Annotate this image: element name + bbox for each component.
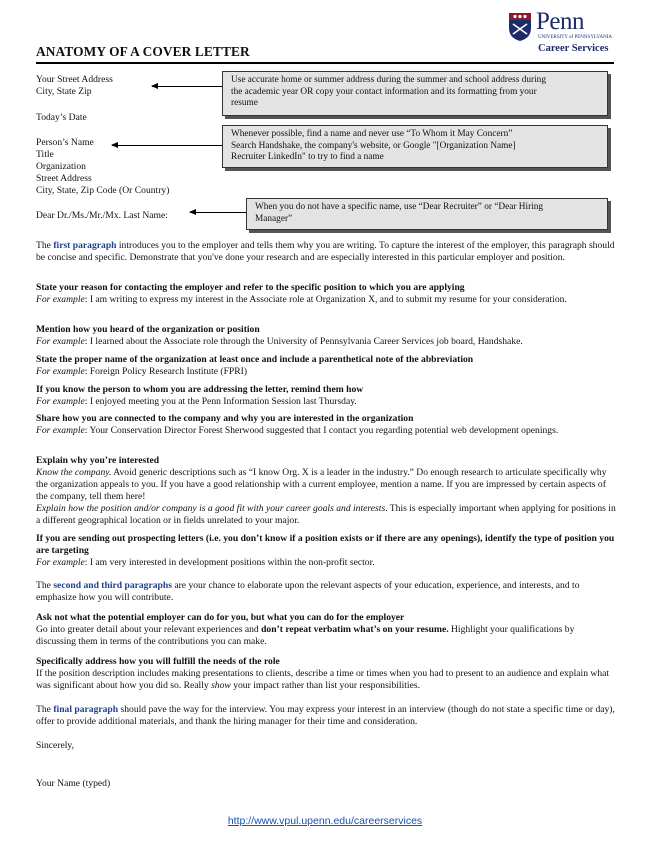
know-company-label: Know the company. [36,467,112,479]
text-lead: The [36,580,54,591]
note-line: the academic year OR copy your contact information and its formatting from your [231,86,537,97]
city-state-zip-field: City, State Zip [36,86,92,97]
first-paragraph-text: introduces you to the employer and tells them why you are writing. To capture the interest of the employer, this paragraph should be concise and specific. Demonstrate that you've done your research and are especially interested in this particular employer and position. [36,240,615,264]
note-line: Manager” [255,213,293,224]
text-lead: The [36,240,54,251]
logo-penn-text: Penn [536,8,584,35]
note-line: When you do not have a specific name, use “Dear Recruiter” or “Dear Hiring [255,202,544,212]
fulfill-text-a: If the position description includes making presentations to clients, describe a time or times when you had to present to an audience and explain what was significant about how you did so. Really [36,668,610,692]
example-label: For example [36,557,85,569]
example-label: For example [36,336,85,348]
tip-block [36,384,616,408]
first-paragraph-highlight: first paragraph [53,240,117,251]
logo-university-text: UNIVERSITY of PENNSYLVANIA [538,35,612,40]
tip-heading: State the proper name of the organization at least once and include a parenthetical note of the abbreviation [36,354,474,365]
salutation-field: Dear Dr./Ms./Mr./Mx. Last Name: [36,210,168,221]
example-text: : I am very interested in development positions within the non-profit sector. [84,557,375,569]
second-paragraph-highlight: second and third paragraphs [53,580,172,591]
know-company-text: Avoid generic descriptions such as “I know Org. X is a leader in the industry.” Do enough research to articulate specifically why the organization appeals to you. If you have a good relationship with a current employee, mention a name. If you are impressed by certain aspects of the company, tell them here! [36,467,607,503]
fulfill-block [36,656,616,692]
explain-block [36,455,616,527]
note-line: Search Handshake, the company's website, or Google "[Organization Name] [231,140,516,151]
address-arrow [152,86,222,87]
penn-shield-icon [508,12,532,42]
org-street-field: Street Address [36,173,92,184]
example-text: : Your Conservation Director Forest Sherwood suggested that I contact you regarding potential web development openings. [84,425,559,437]
org-city-field: City, State, Zip Code (Or Country) [36,185,170,196]
organization-field: Organization [36,161,86,172]
penn-career-services-logo [508,8,648,54]
note-line: Whenever possible, find a name and never use “To Whom it May Concern” [231,129,513,139]
second-paragraph-text: are your chance to elaborate upon the relevant aspects of your education, experience, and interests, and to emphasize how you will contribute. [36,580,580,604]
tip-heading: Explain why you’re interested [36,455,160,466]
final-paragraph-text: should pave the way for the interview. You may express your interest in an interview (though do not state a specific time or day), offer to provide additional materials, and thank the hiring manager for their time and consideration. [36,704,615,728]
note-line: Recruiter LinkedIn" to try to find a name [231,152,384,163]
signature: Your Name (typed) [36,778,111,789]
example-text: : I learned about the Associate role through the University of Pennsylvania Career Services job board, Handshake. [84,336,523,348]
example-label: For example [36,366,85,378]
ask-text-b: Highlight your qualifications by discussing them in terms of the contributions you can make. [36,624,575,648]
example-text: : I am writing to express my interest in the Associate role at Organization X, and to submit my resume for your consideration. [84,294,567,306]
title-divider [36,62,614,64]
career-services-link[interactable]: http://www.vpul.upenn.edu/careerservices [227,815,423,827]
tip-heading: Specifically address how you will fulfill the needs of the role [36,656,280,667]
tip-heading: Mention how you heard of the organization or position [36,324,260,335]
ask-text-a: Go into greater detail about your relevant experiences and [36,624,262,636]
address-note [222,71,608,116]
tip-block [36,324,616,348]
example-label: For example [36,294,85,306]
logo-career-services-text: Career Services [538,43,609,54]
ask-bold-text: don’t repeat verbatim what’s on your resume. [261,624,449,636]
tip-block [36,413,616,437]
example-text: : I enjoyed meeting you at the Penn Information Session last Thursday. [84,396,357,408]
fulfill-text-b: your impact rather than list your responsibilities. [230,680,420,692]
closing: Sincerely, [36,740,75,751]
final-paragraph-highlight: final paragraph [53,704,119,715]
salutation-note [246,198,608,230]
ask-block [36,612,616,648]
person-title-field: Title [36,149,54,160]
fit-label: Explain how the position and/or company is a good fit with your career goals and interests [36,503,386,515]
example-label: For example [36,425,85,437]
street-address-field: Your Street Address [36,74,113,85]
tip-heading: If you know the person to whom you are addressing the letter, remind them how [36,384,364,395]
fulfill-emphasis: show [211,680,231,692]
tip-heading: If you are sending out prospecting letters (i.e. you don’t know if a position exists or if there are any openings), identify the type of position you are targeting [36,533,615,557]
name-arrow [112,145,222,146]
tip-block [36,354,616,378]
salutation-arrow [190,212,246,213]
example-text: : Foreign Policy Research Institute (FPRI) [84,366,248,378]
example-label: For example [36,396,85,408]
first-paragraph [36,240,616,264]
tip-block [36,282,616,306]
second-third-paragraphs [36,580,616,604]
tip-heading: Share how you are connected to the company and why you are interested in the organization [36,413,414,424]
tip-heading: State your reason for contacting the employer and refer to the specific position to which you are applying [36,282,465,293]
note-line: resume [231,98,258,109]
fit-text: . This is especially important when applying for positions in a different geographical location or in fields unrelated to your major. [36,503,616,527]
name-note [222,125,608,168]
text-lead: The [36,704,54,715]
date-field: Today’s Date [36,112,87,123]
page-title: ANATOMY OF A COVER LETTER [36,44,250,59]
prospecting-block [36,533,616,569]
person-name-field: Person’s Name [36,137,94,148]
note-line: Use accurate home or summer address during the summer and school address during [231,75,546,85]
tip-heading: Ask not what the potential employer can do for you, but what you can do for the employer [36,612,405,623]
final-paragraph [36,704,616,728]
